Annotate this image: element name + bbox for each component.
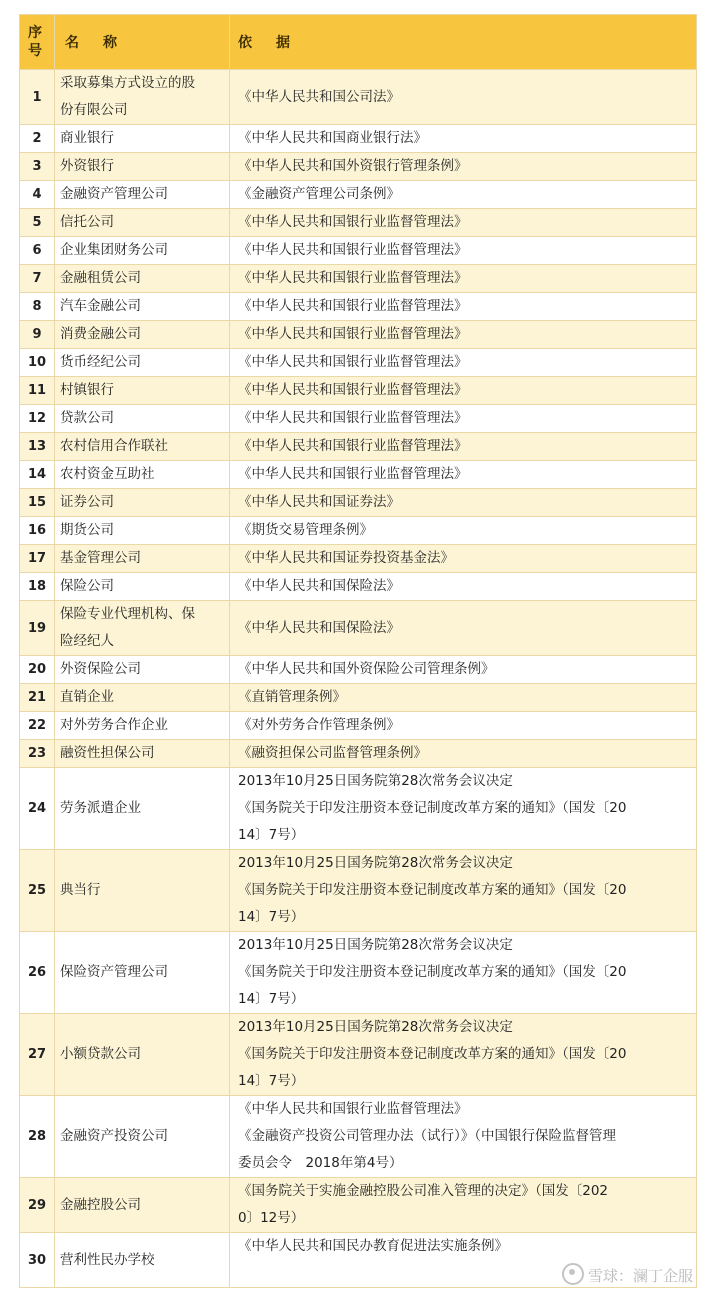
- legal-basis: [230, 70, 697, 125]
- legal-basis: [230, 349, 697, 377]
- legal-basis-line: 14〕7号）: [238, 991, 305, 1007]
- entity-name: [55, 545, 230, 573]
- snowball-logo-icon: [562, 1263, 584, 1285]
- entity-name-line: 消费金融公司: [60, 326, 141, 342]
- legal-basis: [230, 1178, 697, 1233]
- row-number: 2: [20, 125, 55, 153]
- entity-name-line: 金融资产管理公司: [60, 186, 168, 202]
- table-row: [20, 656, 697, 684]
- entity-name: [55, 405, 230, 433]
- table-row: [20, 489, 697, 517]
- legal-basis: [230, 237, 697, 265]
- legal-basis-line: 《中华人民共和国外资保险公司管理条例》: [238, 661, 495, 677]
- table-row: [20, 265, 697, 293]
- row-number: 21: [20, 684, 55, 712]
- row-number: 17: [20, 545, 55, 573]
- entity-name-line: 村镇银行: [60, 382, 114, 398]
- entity-name: [55, 850, 230, 932]
- legal-basis: [230, 545, 697, 573]
- entity-name-line: 融资性担保公司: [60, 745, 155, 761]
- table-row: [20, 433, 697, 461]
- entity-name-line: 期货公司: [60, 522, 114, 538]
- row-number: 9: [20, 321, 55, 349]
- watermark: [562, 1265, 693, 1288]
- row-number: 8: [20, 293, 55, 321]
- legal-basis: [230, 265, 697, 293]
- legal-basis: [230, 712, 697, 740]
- legal-basis-line: 《金融资产管理公司条例》: [238, 186, 400, 202]
- legal-basis-line: 《期货交易管理条例》: [238, 522, 373, 538]
- entity-name-line: 份有限公司: [60, 102, 128, 118]
- legal-basis: [230, 209, 697, 237]
- entity-name-line: 采取募集方式设立的股: [60, 75, 195, 91]
- entity-name-line: 信托公司: [60, 214, 114, 230]
- row-number: 24: [20, 768, 55, 850]
- table-row: [20, 321, 697, 349]
- table-row: [20, 768, 697, 850]
- legal-basis-line: 14〕7号）: [238, 827, 305, 843]
- legal-basis-line: 《国务院关于印发注册资本登记制度改革方案的通知》（国发〔20: [238, 1046, 627, 1062]
- entity-name-line: 直销企业: [60, 689, 114, 705]
- entity-name: [55, 125, 230, 153]
- legal-basis: [230, 932, 697, 1014]
- entity-name: [55, 209, 230, 237]
- entity-name-line: 外资银行: [60, 158, 114, 174]
- entity-name-line: 保险资产管理公司: [60, 964, 168, 980]
- table-row: [20, 237, 697, 265]
- row-number: 7: [20, 265, 55, 293]
- legal-basis-line: 0〕12号）: [238, 1210, 305, 1226]
- entity-name-line: 金融资产投资公司: [60, 1128, 168, 1144]
- legal-basis: [230, 489, 697, 517]
- legal-basis: [230, 601, 697, 656]
- entity-name: [55, 461, 230, 489]
- entity-name: [55, 932, 230, 1014]
- legal-basis-line: 《中华人民共和国银行业监督管理法》: [238, 382, 468, 398]
- entity-name-line: 劳务派遣企业: [60, 800, 141, 816]
- entity-name-line: 险经纪人: [60, 633, 114, 649]
- entity-name: [55, 321, 230, 349]
- entity-name: [55, 153, 230, 181]
- legal-basis: [230, 1014, 697, 1096]
- entity-name: [55, 517, 230, 545]
- entity-name: [55, 740, 230, 768]
- legal-basis: [230, 1096, 697, 1178]
- watermark-text: 雪球：澜丁企服: [587, 1266, 693, 1285]
- entity-name-line: 对外劳务合作企业: [60, 717, 168, 733]
- table-row: [20, 405, 697, 433]
- row-number: 23: [20, 740, 55, 768]
- legal-basis: [230, 433, 697, 461]
- entity-name-line: 汽车金融公司: [60, 298, 141, 314]
- entity-name-line: 外资保险公司: [60, 661, 141, 677]
- entity-name-line: 基金管理公司: [60, 550, 141, 566]
- entity-name-line: 货币经纪公司: [60, 354, 141, 370]
- legal-basis-line: 《中华人民共和国保险法》: [238, 578, 400, 594]
- legal-basis: [230, 153, 697, 181]
- legal-basis-line: 《中华人民共和国银行业监督管理法》: [238, 438, 468, 454]
- entity-name-line: 证券公司: [60, 494, 114, 510]
- legal-basis: [230, 768, 697, 850]
- legal-basis-line: 2013年10月25日国务院第28次常务会议决定: [238, 773, 513, 789]
- entity-name: [55, 768, 230, 850]
- row-number: 5: [20, 209, 55, 237]
- legal-basis-line: 《国务院关于印发注册资本登记制度改革方案的通知》（国发〔20: [238, 882, 627, 898]
- row-number: 6: [20, 237, 55, 265]
- legal-basis-line: 《中华人民共和国公司法》: [238, 88, 400, 105]
- entity-name: [55, 349, 230, 377]
- row-number: 10: [20, 349, 55, 377]
- legal-basis-line: 《中华人民共和国民办教育促进法实施条例》: [238, 1238, 508, 1254]
- table-row: [20, 601, 697, 656]
- table-row: [20, 517, 697, 545]
- table-row: [20, 125, 697, 153]
- row-number: 19: [20, 601, 55, 656]
- legal-basis-line: 《中华人民共和国银行业监督管理法》: [238, 214, 468, 230]
- entity-name: [55, 237, 230, 265]
- entity-name-line: 商业银行: [60, 130, 114, 146]
- table-row: [20, 349, 697, 377]
- entity-name-line: 农村信用合作联社: [60, 438, 168, 454]
- legal-basis: [230, 125, 697, 153]
- legal-basis-line: 《国务院关于实施金融控股公司准入管理的决定》（国发〔202: [238, 1183, 609, 1199]
- legal-basis-line: 《中华人民共和国银行业监督管理法》: [238, 354, 468, 370]
- entity-name-line: 保险公司: [60, 578, 114, 594]
- entity-name-line: 典当行: [60, 882, 101, 898]
- regulation-table: [19, 14, 697, 1288]
- row-number: 30: [20, 1233, 55, 1288]
- legal-basis: [230, 684, 697, 712]
- legal-basis: [230, 321, 697, 349]
- row-number: 25: [20, 850, 55, 932]
- legal-basis-line: 14〕7号）: [238, 909, 305, 925]
- row-number: 4: [20, 181, 55, 209]
- legal-basis-line: 《中华人民共和国银行业监督管理法》: [238, 270, 468, 286]
- table-row: [20, 740, 697, 768]
- legal-basis-line: 2013年10月25日国务院第28次常务会议决定: [238, 855, 513, 871]
- row-number: 18: [20, 573, 55, 601]
- row-number: 14: [20, 461, 55, 489]
- table-row: [20, 684, 697, 712]
- row-number: 28: [20, 1096, 55, 1178]
- entity-name-line: 金融租赁公司: [60, 270, 141, 286]
- entity-name: [55, 433, 230, 461]
- legal-basis-line: 《中华人民共和国银行业监督管理法》: [238, 466, 468, 482]
- table-row: [20, 293, 697, 321]
- table-row: [20, 1096, 697, 1178]
- legal-basis-line: 《对外劳务合作管理条例》: [238, 717, 400, 733]
- entity-name: [55, 656, 230, 684]
- legal-basis-line: 《融资担保公司监督管理条例》: [238, 745, 427, 761]
- entity-name-line: 金融控股公司: [60, 1196, 141, 1213]
- legal-basis-line: 《中华人民共和国银行业监督管理法》: [238, 410, 468, 426]
- row-number: 12: [20, 405, 55, 433]
- entity-name-line: 小额贷款公司: [60, 1046, 141, 1062]
- header-num: 序号: [20, 15, 55, 70]
- row-number: 13: [20, 433, 55, 461]
- row-number: 26: [20, 932, 55, 1014]
- entity-name: [55, 1096, 230, 1178]
- table-row: [20, 377, 697, 405]
- legal-basis-line: 14〕7号）: [238, 1073, 305, 1089]
- legal-basis-line: 《国务院关于印发注册资本登记制度改革方案的通知》（国发〔20: [238, 800, 627, 816]
- entity-name: [55, 601, 230, 656]
- legal-basis-line: 《中华人民共和国银行业监督管理法》: [238, 298, 468, 314]
- legal-basis: [230, 377, 697, 405]
- legal-basis-line: 《中华人民共和国证券投资基金法》: [238, 550, 454, 566]
- row-number: 15: [20, 489, 55, 517]
- row-number: 1: [20, 70, 55, 125]
- table-row: [20, 932, 697, 1014]
- table-row: [20, 209, 697, 237]
- legal-basis-line: 《中华人民共和国证券法》: [238, 494, 400, 510]
- legal-basis: [230, 181, 697, 209]
- legal-basis: [230, 517, 697, 545]
- table-row: [20, 70, 697, 125]
- entity-name: [55, 684, 230, 712]
- entity-name: [55, 489, 230, 517]
- legal-basis-line: 2013年10月25日国务院第28次常务会议决定: [238, 1019, 513, 1035]
- entity-name-line: 贷款公司: [60, 410, 114, 426]
- legal-basis-line: 《中华人民共和国银行业监督管理法》: [238, 242, 468, 258]
- entity-name: [55, 70, 230, 125]
- header-name: 名称: [55, 15, 230, 70]
- legal-basis-line: 《直销管理条例》: [238, 689, 346, 705]
- table-row: [20, 1178, 697, 1233]
- legal-basis-line: 《中华人民共和国商业银行法》: [238, 130, 427, 146]
- legal-basis: [230, 656, 697, 684]
- legal-basis-line: 《中华人民共和国银行业监督管理法》: [238, 326, 468, 342]
- entity-name: [55, 1233, 230, 1288]
- entity-name: [55, 265, 230, 293]
- legal-basis: [230, 293, 697, 321]
- legal-basis-line: 《金融资产投资公司管理办法（试行）》（中国银行保险监督管理: [238, 1128, 616, 1144]
- row-number: 29: [20, 1178, 55, 1233]
- entity-name: [55, 377, 230, 405]
- entity-name-line: 农村资金互助社: [60, 466, 155, 482]
- entity-name: [55, 1014, 230, 1096]
- table-row: [20, 573, 697, 601]
- table-row: [20, 712, 697, 740]
- legal-basis-line: 《中华人民共和国银行业监督管理法》: [238, 1101, 468, 1117]
- table-row: [20, 850, 697, 932]
- row-number: 11: [20, 377, 55, 405]
- legal-basis-line: 《国务院关于印发注册资本登记制度改革方案的通知》（国发〔20: [238, 964, 627, 980]
- table-row: [20, 153, 697, 181]
- table-row: [20, 181, 697, 209]
- row-number: 20: [20, 656, 55, 684]
- entity-name: [55, 1178, 230, 1233]
- row-number: 22: [20, 712, 55, 740]
- table-header: [20, 15, 697, 70]
- table-row: [20, 1014, 697, 1096]
- entity-name: [55, 293, 230, 321]
- legal-basis-line: 《中华人民共和国外资银行管理条例》: [238, 158, 468, 174]
- entity-name: [55, 712, 230, 740]
- row-number: 3: [20, 153, 55, 181]
- legal-basis: [230, 461, 697, 489]
- entity-name-line: 企业集团财务公司: [60, 242, 168, 258]
- header-basis: 依据: [230, 15, 697, 70]
- legal-basis: [230, 740, 697, 768]
- entity-name: [55, 573, 230, 601]
- entity-name: [55, 181, 230, 209]
- legal-basis-line: 《中华人民共和国保险法》: [238, 619, 400, 636]
- legal-basis: [230, 573, 697, 601]
- legal-basis: [230, 405, 697, 433]
- entity-name-line: 保险专业代理机构、保: [60, 606, 195, 622]
- entity-name-line: 营利性民办学校: [60, 1251, 155, 1268]
- table-row: [20, 545, 697, 573]
- legal-basis-line: 2013年10月25日国务院第28次常务会议决定: [238, 937, 513, 953]
- row-number: 16: [20, 517, 55, 545]
- legal-basis-line: 委员会令 2018年第4号）: [238, 1155, 403, 1171]
- legal-basis: [230, 850, 697, 932]
- row-number: 27: [20, 1014, 55, 1096]
- table-row: [20, 461, 697, 489]
